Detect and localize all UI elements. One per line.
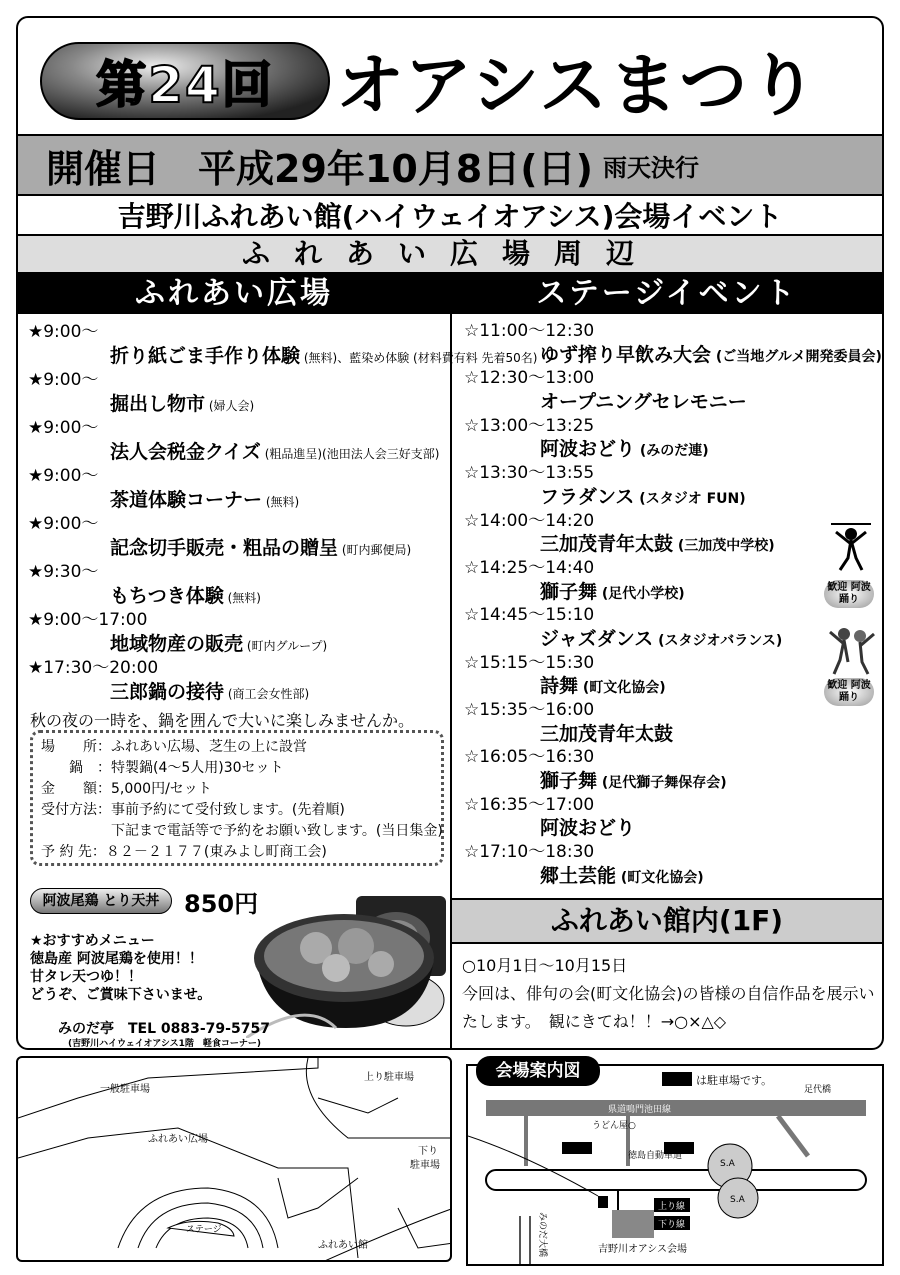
stage-event-item [464, 415, 880, 462]
stage-event-name [464, 581, 880, 605]
plaza-event-name [28, 632, 448, 656]
stage-event-time: ☆14:25～14:40 [464, 557, 595, 578]
stage-event-name [464, 770, 880, 794]
plaza-event-item [28, 464, 448, 512]
stage-event-title: 獅子舞 [540, 770, 598, 793]
plaza-event-time: ★9:30～ [28, 562, 99, 582]
stage-event-organizer: (町文化協会) [616, 869, 704, 886]
stage-event-organizer: (町文化協会) [578, 680, 666, 697]
plaza-event-organizer: (無料) [223, 591, 261, 605]
plaza-event-title: もちつき体験 [110, 585, 224, 607]
menu-label: 阿波尾鶏 とり天丼 [30, 888, 172, 914]
access-map [466, 1064, 884, 1266]
stage-event-time: ☆14:45～15:10 [464, 605, 595, 626]
stage-event-name [464, 628, 880, 652]
plaza-event-organizer: (無料) [262, 495, 300, 509]
plaza-event-organizer: (粗品進呈)(池田法人会三好支部) [260, 447, 440, 461]
stage-event-organizer: (スタジオ FUN) [634, 490, 746, 507]
stage-event-organizer: (三加茂中学校) [673, 538, 775, 555]
stage-event-title: ゆず搾り早飲み大会 [540, 343, 712, 366]
plaza-event-name [28, 584, 448, 608]
plaza-event-time: ★17:30～20:00 [28, 658, 159, 678]
stage-event-time: ☆12:30～13:00 [464, 368, 595, 389]
left-column-heading: ふれあい広場 [18, 274, 450, 314]
weather-note: 雨天決行 [602, 153, 699, 182]
venue-title: 吉野川ふれあい館(ハイウェイオアシス)会場イベント [18, 196, 882, 236]
shop-location: (吉野川ハイウェイオアシス1階 軽食コーナー) [68, 1039, 261, 1049]
plaza-event-item [28, 608, 448, 656]
plaza-event-name [28, 440, 448, 464]
stage-event-name [464, 723, 880, 747]
map-label: は駐車場です。 [696, 1074, 773, 1087]
map-label: 駐車場 [410, 1160, 440, 1171]
map-label: 吉野川オアシス会場 [598, 1244, 687, 1255]
stage-event-time: ☆17:10～18:30 [464, 842, 595, 863]
menu-line: 甘タレ天つゆ！！ [30, 969, 142, 985]
stage-event-item [464, 794, 880, 841]
stage-event-title: 三加茂青年太鼓 [540, 533, 674, 556]
stage-event-name [464, 391, 880, 415]
map-label: うどん屋○ [592, 1121, 636, 1131]
stage-event-name [464, 865, 880, 889]
plaza-event-organizer: (婦人会) [205, 399, 255, 413]
right-column-heading: ステージイベント [452, 274, 882, 314]
plaza-event-title: 地域物産の販売 [110, 633, 244, 655]
header [18, 18, 882, 136]
map-label: S.A [720, 1159, 735, 1169]
plaza-event-organizer: (町内グループ) [243, 639, 328, 653]
poster-frame [16, 16, 884, 1050]
area-title: ふれあい広場周辺 [18, 236, 882, 274]
stage-event-title: 獅子舞 [540, 580, 598, 603]
plaza-event-title: 記念切手販売・粗品の贈呈 [110, 537, 339, 559]
plaza-event-title: 三郎鍋の接待 [110, 681, 225, 703]
plaza-event-item [28, 656, 448, 704]
map-label: 足代橋 [804, 1085, 832, 1095]
inner-hall-dates: ○10月1日～10月15日 [462, 956, 628, 975]
date-band [18, 136, 882, 196]
edition-text: 第24回 [96, 56, 274, 114]
access-map-title: 会場案内図 [476, 1056, 600, 1086]
stage-event-name [464, 533, 880, 557]
plaza-event-time: ★9:00～ [28, 466, 99, 486]
map-label: ステージ [186, 1225, 222, 1235]
stage-event-organizer: (スタジオバランス) [653, 632, 783, 649]
nabe-detail-line: 場 所：ふれあい広場、芝生の上に設営 [41, 739, 307, 755]
stage-event-item [464, 320, 880, 367]
stage-event-organizer: (足代獅子舞保存会) [597, 775, 727, 792]
inner-hall-heading: ふれあい館内(1F) [452, 898, 882, 944]
shop-contact: みのだ亭 TEL 0883-79-5757 [58, 1021, 270, 1037]
plaza-event-item [28, 512, 448, 560]
stage-event-title: 阿波おどり [540, 817, 636, 840]
plaza-event-time: ★9:00～ [28, 514, 99, 534]
dancer-illustration [826, 518, 876, 572]
menu-recommend [30, 932, 211, 1004]
dancer-illustration [826, 622, 876, 676]
map-label: ふれあい広場 [148, 1134, 208, 1145]
stage-event-title: 詩舞 [540, 675, 579, 698]
date-value: 平成29年10月8日(日) [198, 146, 593, 191]
plaza-event-name [28, 392, 448, 416]
map-label: 県道鳴門池田線 [608, 1105, 672, 1115]
welcome-badge: 歓迎 阿波踊り [824, 678, 874, 706]
inner-hall-desc: 今回は、俳句の会(町文化協会)の皆様の自信作品を展示いたします。 観にきてね！！→○×△◇ [462, 984, 875, 1031]
access-map-drawing [468, 1066, 884, 1266]
stage-event-name [464, 817, 880, 841]
plaza-event-name [28, 344, 538, 368]
nabe-detail-line: 予 約 先：８２－２１７７(東みよし町商工会) [41, 844, 327, 860]
plaza-event-organizer: (商工会女性部) [224, 687, 310, 701]
stage-event-item [464, 841, 880, 888]
stage-event-item [464, 510, 880, 557]
site-map [16, 1056, 452, 1262]
stage-event-item [464, 604, 880, 651]
nabe-detail-line: 鍋 ：特製鍋(4～5人用)30セット [41, 760, 284, 776]
map-label: 上り線 [658, 1202, 686, 1212]
festival-title: オアシスまつり [336, 47, 820, 126]
nabe-detail-line: 金 額：5,000円/セット [41, 781, 212, 797]
map-label: みのだ大橋 [537, 1212, 547, 1258]
stage-event-organizer: (ご当地グルメ開発委員会) [711, 348, 882, 365]
stage-event-time: ☆15:15～15:30 [464, 652, 595, 673]
plaza-event-time: ★9:00～17:00 [28, 610, 148, 630]
menu-price: 850円 [184, 890, 259, 918]
stage-event-name [464, 344, 880, 368]
site-map-drawing [18, 1058, 452, 1262]
nabe-note: 秋の夜の一時を、鍋を囲んで大いに楽しみませんか。 [30, 711, 415, 730]
stage-event-name [464, 675, 880, 699]
edition-badge [40, 42, 330, 120]
stage-event-name [464, 486, 880, 510]
stage-event-item [464, 557, 880, 604]
stage-event-title: ジャズダンス [540, 627, 654, 650]
stage-event-item [464, 746, 880, 793]
plaza-event-name [28, 488, 448, 512]
stage-event-title: 三加茂青年太鼓 [540, 722, 674, 745]
nabe-detail-line: 受付方法：事前予約にて受付致します。(先着順) [41, 802, 345, 818]
plaza-event-title: 折り紙ごま手作り体験 [110, 345, 301, 367]
plaza-event-title: 掘出し物市 [110, 393, 206, 415]
stage-event-time: ☆11:00～12:30 [464, 321, 595, 341]
map-label: ふれあい館 [318, 1240, 368, 1251]
menu-line: ★おすすめメニュー [30, 933, 155, 949]
map-label: 下り線 [658, 1220, 686, 1230]
stage-event-organizer: (みのだ連) [635, 443, 709, 460]
plaza-event-item [28, 368, 448, 416]
plaza-event-title: 法人会税金クイズ [110, 441, 261, 463]
stage-event-item [464, 367, 880, 414]
stage-event-name [464, 438, 880, 462]
nabe-detail-line: 下記まで電話等で予約をお願い致します。(当日集金) [41, 823, 443, 839]
rice-bowl-photo [246, 888, 450, 1038]
map-label: 上り駐車場 [364, 1072, 414, 1083]
stage-event-time: ☆13:30～13:55 [464, 463, 595, 484]
stage-event-title: 郷土芸能 [540, 864, 617, 887]
stage-schedule [464, 320, 880, 889]
map-label: 下り [418, 1146, 438, 1157]
plaza-event-organizer: (町内郵便局) [338, 543, 412, 557]
plaza-event-title: 茶道体験コーナー [110, 489, 263, 511]
nabe-details-box [30, 730, 444, 866]
stage-event-organizer: (足代小学校) [597, 585, 685, 602]
welcome-badge: 歓迎 阿波踊り [824, 580, 874, 608]
stage-event-item [464, 462, 880, 509]
stage-event-item [464, 652, 880, 699]
map-label: 徳島自動車道 [628, 1151, 683, 1161]
plaza-event-item [28, 416, 448, 464]
plaza-event-item [28, 560, 448, 608]
menu-line: 徳島産 阿波尾鶏を使用！！ [30, 951, 203, 967]
stage-event-time: ☆15:35～16:00 [464, 700, 595, 720]
menu-line: どうぞ、ご賞味下さいませ。 [30, 987, 212, 1003]
plaza-event-time: ★9:00～ [28, 370, 99, 390]
stage-event-title: オープニングセレモニー [540, 391, 747, 414]
map-label: 一般駐車場 [100, 1084, 150, 1095]
stage-event-title: 阿波おどり [540, 438, 636, 461]
plaza-event-name [28, 536, 448, 560]
stage-event-item [464, 699, 880, 746]
inner-hall-text [462, 952, 880, 1036]
stage-event-title: フラダンス [540, 485, 635, 508]
map-label: S.A [730, 1195, 745, 1205]
date-label: 開催日 [46, 146, 161, 191]
stage-event-time: ☆16:35～17:00 [464, 794, 595, 815]
stage-event-time: ☆16:05～16:30 [464, 747, 595, 768]
stage-event-time: ☆13:00～13:25 [464, 415, 595, 436]
stage-event-time: ☆14:00～14:20 [464, 510, 595, 531]
plaza-event-time: ★9:00～ [28, 322, 99, 342]
plaza-event-organizer: (無料)、藍染め体験 (材料費有料 先着50名) [300, 351, 538, 365]
plaza-event-name [28, 680, 448, 704]
plaza-event-time: ★9:00～ [28, 418, 99, 438]
